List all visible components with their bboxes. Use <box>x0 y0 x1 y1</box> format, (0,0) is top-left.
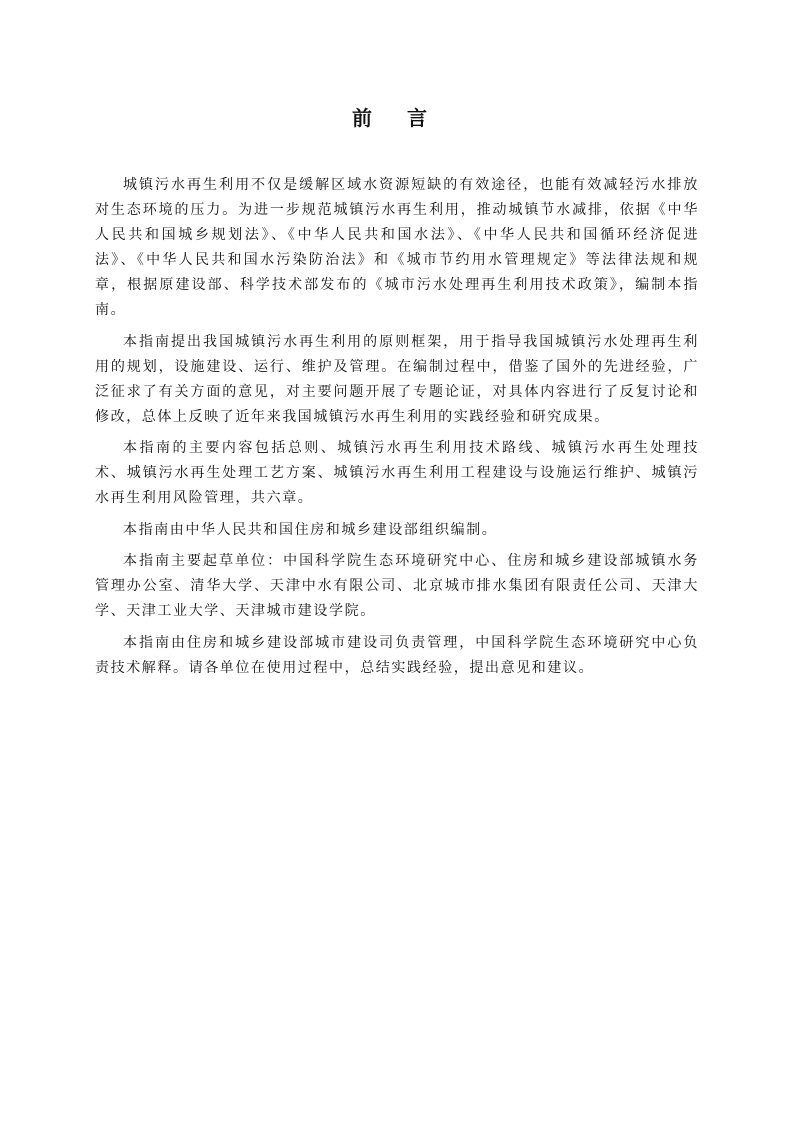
paragraph: 城镇污水再生利用不仅是缓解区域水资源短缺的有效途径，也能有效减轻污水排放对生态环境的压力。为进一步规范城镇污水再生利用，推动城镇节水减排，依据《中华人民共和国城乡规划法》、《中华人民共和国水法》、《中华人民共和国循环经济促进法》、《中华人民共和国水污染防治法》和《城市节约用水管理规定》等法律法规和规章，根据原建设部、科学技术部发布的《城市污水处理再生利用技术政策》，编制本指南。 <box>95 177 699 318</box>
paragraph: 本指南的主要内容包括总则、城镇污水再生利用技术路线、城镇污水再生处理技术、城镇污水再生处理工艺方案、城镇污水再生利用工程建设与设施运行维护、城镇污水再生利用风险管理，共六章。 <box>95 440 699 506</box>
paragraph: 本指南主要起草单位：中国科学院生态环境研究中心、住房和城乡建设部城镇水务管理办公室、清华大学、天津中水有限公司、北京城市排水集团有限责任公司、天津大学、天津工业大学、天津城市建设学院。 <box>95 553 699 619</box>
paragraph: 本指南由住房和城乡建设部城市建设司负责管理，中国科学院生态环境研究中心负责技术解释。请各单位在使用过程中，总结实践经验，提出意见和建议。 <box>95 634 699 676</box>
paragraph: 本指南提出我国城镇污水再生利用的原则框架，用于指导我国城镇污水处理再生利用的规划，设施建设、运行、维护及管理。在编制过程中，借鉴了国外的先进经验，广泛征求了有关方面的意见，对主要问题开展了专题论证，对具体内容进行了反复讨论和修改，总体上反映了近年来我国城镇污水再生利用的实践经验和研究成果。 <box>95 333 699 425</box>
preface-body <box>95 173 699 687</box>
page-title: 前 言 <box>352 106 441 130</box>
paragraph: 本指南由中华人民共和国住房和城乡建设部组织编制。 <box>123 521 498 538</box>
